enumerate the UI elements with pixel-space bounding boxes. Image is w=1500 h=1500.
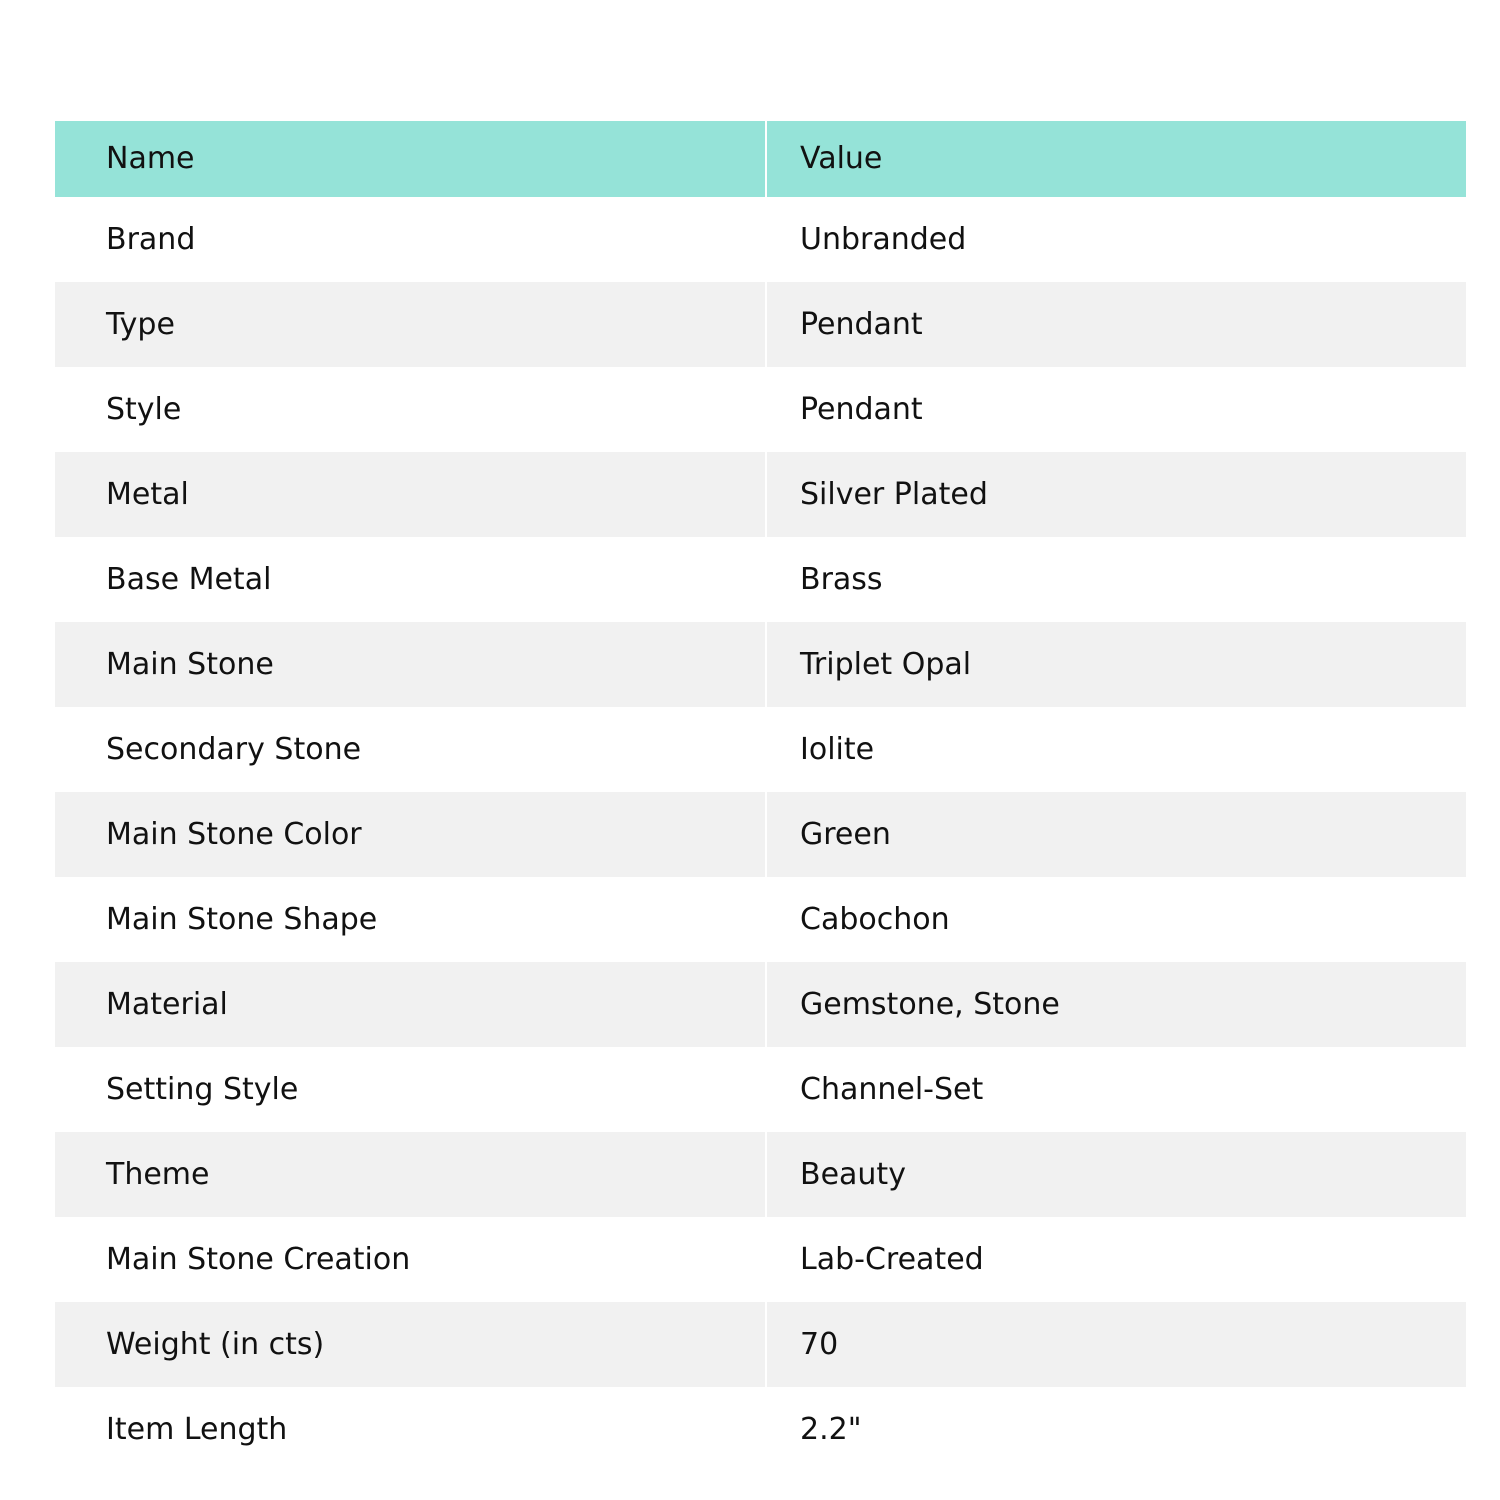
row-value-cell: Lab-Created: [800, 1241, 984, 1277]
table-row: [55, 1132, 1466, 1217]
table-row: [55, 962, 1466, 1047]
row-value-cell: Gemstone, Stone: [766, 962, 1466, 1047]
row-value-cell: Cabochon: [800, 901, 950, 937]
column-header-value: Value: [800, 141, 883, 176]
column-header-name: Name: [55, 121, 766, 197]
table-body: [55, 197, 1466, 1472]
row-name-cell: Material: [55, 962, 766, 1047]
table-row: [55, 537, 1466, 622]
table-row: [55, 1217, 1466, 1302]
table-row: [55, 367, 1466, 452]
row-value-cell: 2.2": [800, 1411, 862, 1447]
table-row: [55, 877, 1466, 962]
row-name-cell: Style: [55, 367, 766, 452]
table-row: [55, 452, 1466, 537]
row-value-cell: Unbranded: [800, 221, 967, 257]
table-row: [55, 282, 1466, 367]
row-value-cell: Pendant: [766, 282, 1466, 367]
table-row: [55, 1047, 1466, 1132]
table-row: [55, 622, 1466, 707]
row-name-cell: Main Stone Color: [55, 792, 766, 877]
row-name-cell: Metal: [55, 452, 766, 537]
item-specifics-table: [55, 121, 1466, 1472]
row-name-cell: Brand: [55, 197, 766, 282]
row-name-cell: Weight (in cts): [55, 1302, 766, 1387]
row-name-cell: Setting Style: [55, 1047, 766, 1132]
row-value-cell: Brass: [800, 561, 883, 597]
table-row: [55, 1387, 1466, 1472]
row-value-cell: 70: [766, 1302, 1466, 1387]
table-row: [55, 792, 1466, 877]
row-name-cell: Main Stone Creation: [55, 1217, 766, 1302]
row-value-cell: Green: [766, 792, 1466, 877]
table-header: [55, 121, 1466, 197]
table-row: [55, 1302, 1466, 1387]
table-row: [55, 197, 1466, 282]
row-value-cell: Beauty: [766, 1132, 1466, 1217]
row-name-cell: Base Metal: [55, 537, 766, 622]
row-value-cell: Iolite: [800, 731, 875, 767]
table-row: [55, 707, 1466, 792]
row-value-cell: Silver Plated: [766, 452, 1466, 537]
row-name-cell: Theme: [55, 1132, 766, 1217]
row-value-cell: Channel-Set: [800, 1071, 984, 1107]
row-name-cell: Main Stone Shape: [55, 877, 766, 962]
row-value-cell: Triplet Opal: [766, 622, 1466, 707]
table-header-row: [55, 121, 1466, 197]
row-name-cell: Main Stone: [55, 622, 766, 707]
row-value-cell: Pendant: [800, 391, 923, 427]
row-name-cell: Item Length: [55, 1387, 766, 1472]
row-name-cell: Secondary Stone: [55, 707, 766, 792]
row-name-cell: Type: [55, 282, 766, 367]
